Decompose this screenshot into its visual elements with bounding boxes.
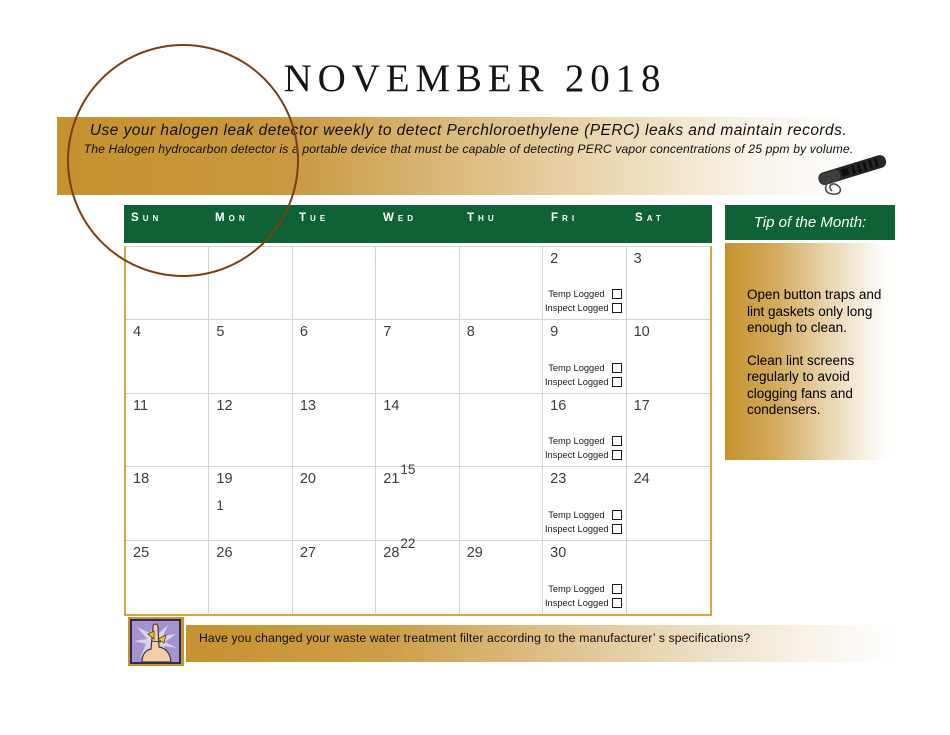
calendar-cell	[376, 462, 459, 540]
date-label: 10	[633, 324, 650, 341]
date-label: 9	[550, 324, 559, 341]
temp-logged-line	[545, 363, 622, 373]
banner-instruction-secondary: The Halogen hydrocarbon detector is a portable device that must be capable of detecting PERC vapor concentrations of 25 ppm by volume.	[83, 142, 854, 156]
calendar-cell	[126, 247, 209, 320]
calendar-cell	[460, 247, 543, 320]
date-label: 29	[466, 544, 483, 561]
tip-of-month-header	[725, 205, 895, 240]
tip-of-month-title: Tip of the Month:	[753, 214, 867, 231]
date-label: 13	[299, 397, 316, 414]
log-checklist	[545, 506, 622, 534]
calendar-cell	[293, 541, 376, 614]
calendar-cell	[460, 541, 543, 614]
reminder-finger-icon	[128, 617, 184, 666]
date-label: 27	[299, 544, 316, 561]
date-label: 12	[216, 397, 233, 414]
calendar-cell	[293, 320, 376, 393]
inspect-logged-line	[545, 377, 622, 387]
tip-paragraph: Clean lint screens regularly to avoid clogging fans and condensers.	[747, 352, 855, 417]
calendar-cell	[126, 541, 209, 614]
temp-logged-label: Temp Logged	[548, 509, 605, 520]
misplaced-date-label: 22	[400, 535, 416, 551]
date-label: 14	[383, 397, 400, 414]
inspect-logged-checkbox[interactable]	[612, 450, 622, 460]
temp-logged-label: Temp Logged	[548, 362, 605, 373]
calendar-cell	[460, 467, 543, 540]
calendar-cell	[376, 394, 459, 467]
day-header-sat: Sat	[635, 212, 665, 224]
page-title: NOVEMBER 2018	[283, 57, 667, 100]
calendar-cell	[627, 541, 710, 614]
calendar-cell	[460, 320, 543, 393]
date-label: 28	[383, 544, 400, 561]
calendar-cell	[209, 320, 292, 393]
calendar-cell	[543, 320, 626, 393]
inspect-logged-label: Inspect Logged	[544, 303, 609, 314]
date-label: 7	[383, 324, 392, 341]
log-checklist	[545, 580, 622, 608]
date-label: 6	[299, 324, 308, 341]
temp-logged-line	[545, 584, 622, 594]
temp-logged-checkbox[interactable]	[612, 436, 622, 446]
temp-logged-checkbox[interactable]	[612, 289, 622, 299]
temp-logged-checkbox[interactable]	[612, 363, 622, 373]
inspect-logged-line	[545, 303, 622, 313]
day-header-fri: Fri	[551, 212, 579, 224]
instruction-banner	[57, 117, 880, 195]
temp-logged-line	[545, 436, 622, 446]
inspect-logged-label: Inspect Logged	[544, 450, 609, 461]
calendar-cell	[627, 467, 710, 540]
temp-logged-checkbox[interactable]	[612, 584, 622, 594]
calendar-cell	[209, 541, 292, 614]
date-label: 25	[133, 544, 150, 561]
calendar-cell	[627, 320, 710, 393]
date-label: 23	[550, 471, 567, 488]
log-checklist	[545, 359, 622, 387]
date-label: 17	[633, 397, 650, 414]
misplaced-date-label: 1	[216, 498, 224, 514]
temp-logged-checkbox[interactable]	[612, 510, 622, 520]
log-checklist	[545, 432, 622, 460]
calendar-cell	[627, 247, 710, 320]
calendar-cell	[209, 247, 292, 320]
day-header-sun: Sun	[131, 212, 163, 224]
calendar-cell	[543, 541, 626, 614]
date-label: 3	[633, 251, 642, 267]
date-label: 20	[299, 471, 316, 488]
day-header-thu: Thu	[467, 212, 498, 224]
inspect-logged-line	[545, 524, 622, 534]
temp-logged-label: Temp Logged	[548, 289, 605, 300]
temp-logged-label: Temp Logged	[548, 584, 605, 594]
calendar-cell	[376, 320, 459, 393]
date-label: 24	[633, 471, 650, 488]
calendar-cell	[543, 247, 626, 320]
date-label: 4	[133, 324, 142, 341]
date-label: 2	[550, 251, 559, 267]
temp-logged-label: Temp Logged	[548, 436, 605, 447]
date-label: 21	[383, 471, 400, 488]
calendar-cell	[126, 467, 209, 540]
date-label: 11	[133, 397, 149, 414]
temp-logged-line	[545, 289, 622, 299]
misplaced-date-label: 15	[400, 462, 416, 478]
day-header-tue: Tue	[299, 212, 330, 224]
date-label: 18	[133, 471, 150, 488]
inspect-logged-checkbox[interactable]	[612, 303, 622, 313]
inspect-logged-label: Inspect Logged	[544, 598, 609, 608]
inspect-logged-line	[545, 598, 622, 608]
halogen-detector-icon	[810, 143, 898, 199]
inspect-logged-line	[545, 450, 622, 460]
calendar-cell	[543, 467, 626, 540]
calendar-cell	[460, 394, 543, 467]
calendar-cell	[126, 394, 209, 467]
calendar-cell	[126, 320, 209, 393]
footer-question: Have you changed your waste water treatment filter according to the manufacturer’ s specifications?	[199, 631, 751, 645]
footer-question-bar	[186, 625, 900, 662]
calendar-cell	[543, 394, 626, 467]
inspect-logged-label: Inspect Logged	[544, 523, 609, 534]
calendar-cell	[376, 247, 459, 320]
calendar-cell	[293, 247, 376, 320]
inspect-logged-label: Inspect Logged	[544, 376, 609, 387]
date-label: 30	[550, 544, 567, 561]
date-label: 5	[216, 324, 225, 341]
date-label: 19	[216, 471, 233, 488]
tip-body	[725, 243, 895, 460]
date-label: 16	[550, 397, 567, 414]
tip-paragraph: Open button traps and lint gaskets only long enough to clean.	[747, 287, 882, 335]
day-header-wed: Wed	[383, 212, 418, 224]
log-checklist	[545, 285, 622, 313]
date-label: 8	[466, 324, 475, 341]
date-label: 26	[216, 544, 233, 561]
calendar-cell	[209, 394, 292, 467]
calendar-day-header-row	[124, 205, 712, 243]
calendar-grid	[124, 246, 712, 616]
calendar-cell	[293, 394, 376, 467]
inspect-logged-checkbox[interactable]	[612, 524, 622, 534]
inspect-logged-checkbox[interactable]	[612, 598, 622, 608]
inspect-logged-checkbox[interactable]	[612, 377, 622, 387]
calendar-cell	[209, 467, 292, 540]
temp-logged-line	[545, 510, 622, 520]
day-header-mon: Mon	[215, 212, 249, 224]
banner-instruction-primary: Use your halogen leak detector weekly to detect Perchloroethylene (PERC) leaks and maintain records.	[89, 122, 848, 139]
calendar-cell	[627, 394, 710, 467]
calendar-cell	[293, 467, 376, 540]
calendar-cell	[376, 535, 459, 614]
